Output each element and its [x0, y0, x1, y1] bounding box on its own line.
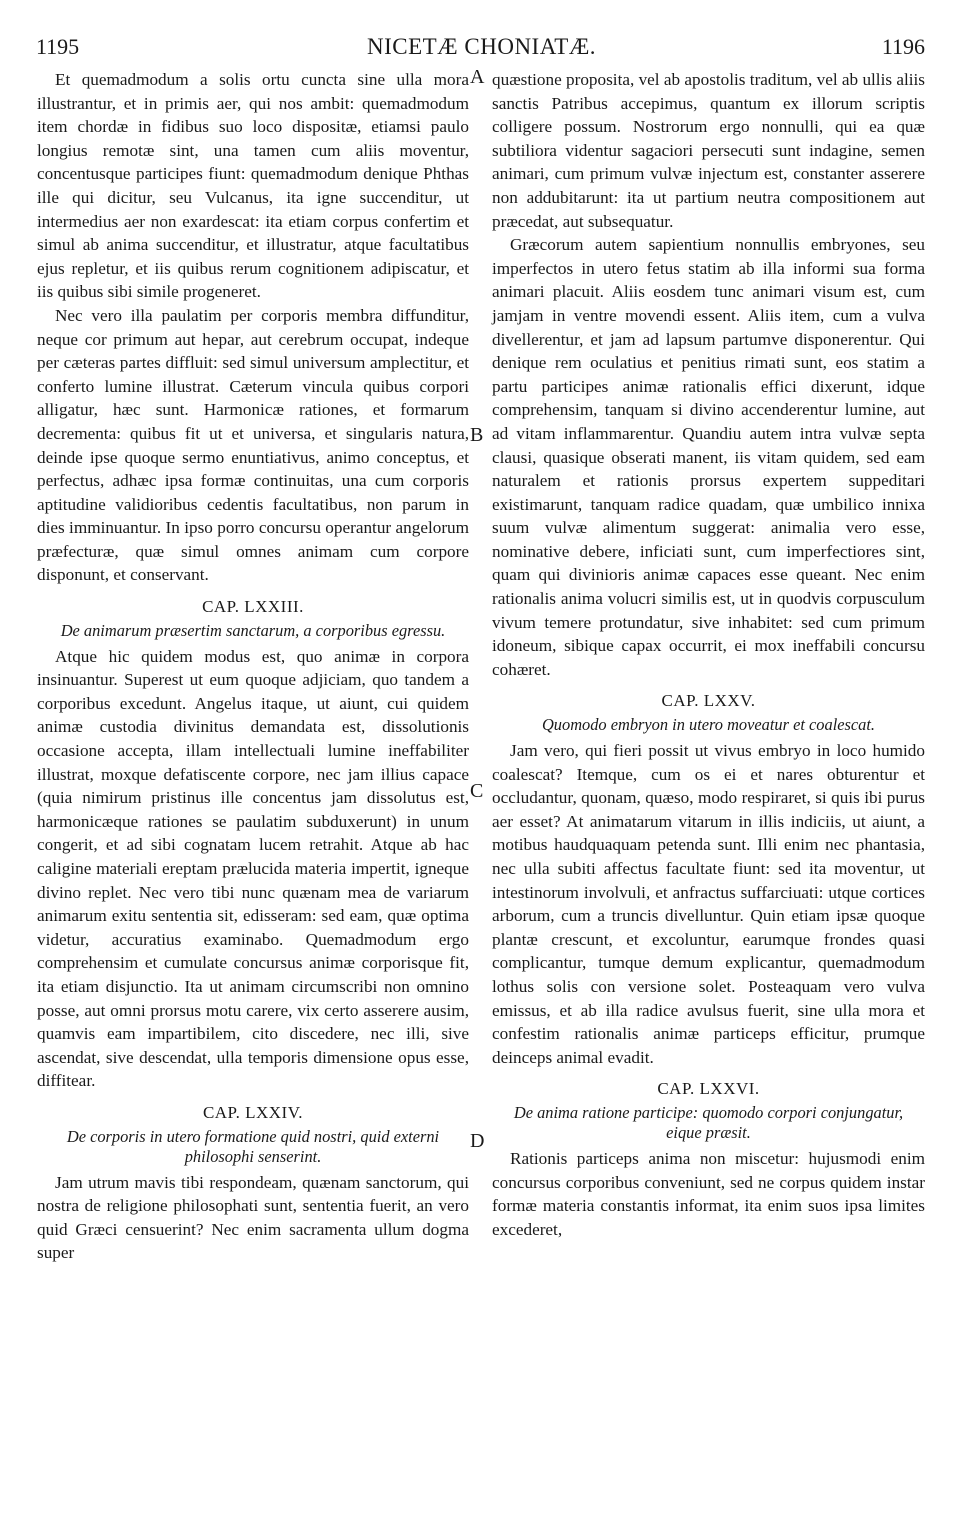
margin-marker-d: D — [470, 1130, 485, 1152]
right-column — [492, 68, 925, 1241]
paragraph: Et quemadmodum a solis ortu cuncta sine ulla mora illustrantur, et in primis aer, qui nos ambit: quemadmodum item chordæ in fidibus suo loco dispositæ, etiamsi paulo longius remotæ sint, una tamen cum aliis moventur, concentusque participes fiunt: quemadmodum denique Phthas ille qui dicitur, seu Vulcanus, ita igne succenditur, ut intermedius aer non exardescat: ita etiam corpus confertim et simul ab anima succenditur, et illustratur, atque facultatibus ejus repletur, et iis quibus rerum cognitionem adipiscatur, et iis quibus sibi simile progeneret. — [37, 70, 469, 302]
page-number-left: 1195 — [36, 34, 80, 59]
chapter-subtitle: De anima ratione participe: quomodo corpori conjungatur, eique præsit. — [513, 1102, 904, 1142]
margin-marker-b: B — [470, 424, 484, 446]
paragraph: Rationis particeps anima non miscetur: hujusmodi enim concursus corporibus conveniunt, sed ne corpus quidem instar formæ materia constantis informat, ita enim suos ipsa limites excederet, — [492, 1148, 925, 1239]
paragraph: Jam vero, qui fieri possit ut vivus embryo in loco humido coalescat? Itemque, cum os ei et nares obturentur et occludantur, quonam, quæso, modo respiraret, si quis ibi purus aer esset? At animatarum vitarum in illis indiciis, ut aiunt, a motibus haudquaquam petenda sunt. Illi enim nec phantasia, nec ulla subiti affectus facultate fiunt: sed ita moventur, ut intestinorum involvuli, et anfractus suffarciuati: utque cortices arborum, cum a truncis divelluntur. Quin etiam ipsæ quoque plantæ crescunt, et excoluntur, earumque frondes quasi complicantur, tumque demum explicantur, quemadmodum lothus solis con versione solet. Posteaquam vero vulva emissus, et ab illa radice avulsus fuerit, sine ulla mora et confestim rationalis animæ particeps efficitur, prumque deinceps animal evadit. — [492, 741, 925, 1067]
chapter-heading: CAP. LXXVI. — [657, 1079, 760, 1099]
page-number-right: 1196 — [881, 34, 925, 59]
left-column — [37, 68, 469, 1265]
chapter-subtitle: De animarum præsertim sanctarum, a corporibus egressu. — [60, 620, 446, 640]
paragraph: Græcorum autem sapientium nonnullis embryones, seu imperfectos in utero fetus statim ab illa informi sua forma animari placuit. Aliis eosdem tunc animari visum est, cum jamjam in ventre movendi essent. Aliis item, cum a vulva divellerentur, et jam ad lapsum partumve disponerentur. Qui denique rem oculatius et penitius rimati sunt, eos statim a partu participes animæ rationalis effici dixerunt, idque comprehensim, tanquam si divino accenderentur lumine, aut ad vitam inflammarentur. Quandiu autem intra vulvæ septa clausi, quasique obserati manent, iis vitam quidem, sed eam naturalem et rationis prorsus expertem suppeditari existimarunt, tanquam radice quadam, quæ umbilico innixa suum vulvæ alimentum suggerat: animalia vero esse, nominative debere, inficiati sunt, cum imperfectiores sint, quam qui divinioris animæ capaces esse queant. Nec enim rationalis anima volucri similis est, ut in quodvis corpusculum vivum temere protundatur, sive inhabitet: sed cum primum idoneum, sibique capax occurrit, ei mox ineffabili concursu cohæret. — [492, 235, 925, 679]
chapter-heading: CAP. LXXV. — [661, 691, 756, 711]
paragraph: Jam utrum mavis tibi respondeam, quænam sanctorum, qui nostra de religione philosophati sunt, sententia fuerit, an vero quid Græci censuerint? Nec enim sacramenta ullum dogma super — [37, 1172, 469, 1263]
paragraph: quæstione proposita, vel ab apostolis traditum, vel ab ullis aliis sanctis Patribus accepimus, quantum ex illorum scriptis colligere possum. Nostrorum ergo nonnulli, qui ea quæ subtiliora videntur sagaciori persecuti sunt indagine, semen animari, cum primum vulvæ injectum est, constanter asserere non addubitarunt: ita ut partium neutra compositionem aut præcedat, aut subsequatur. — [492, 70, 925, 231]
margin-marker-a: A — [470, 66, 485, 88]
chapter-heading: CAP. LXXIV. — [202, 1102, 304, 1122]
margin-marker-c: C — [470, 780, 484, 802]
chapter-heading: CAP. LXXIII. — [202, 597, 304, 617]
running-title: NICETÆ CHONIATÆ. — [366, 34, 597, 59]
paragraph: Atque hic quidem modus est, quo animæ in corpora insinuantur. Superest ut eum quoque adjiciam, quo tandem a corporibus excedunt. Angelus itaque, ut aiunt, cui quidem animæ custodia divinitus demandata est, dissolutionis occasione accepta, illam intellectuali lumine ineffabiliter illustrat, moxque defatiscente corpore, nec jam illius capace (quia nimirum pristinus ille concentus jam dissolutus est, harmonicæque rationes se paulatim subduxerunt) in unum congerit, et ad sibi cognatam lucem retrahit. Atque ab hac caligine materiali ereptam prælucida materia impertit, igneque divino replet. Nec vero tibi nunc quænam mea de variarum animarum exitu sententia sit, edisseram: sed eam, quæ optima videtur, accuratius examinabo. Quemadmodum ergo comprehensim et cumulate concursus animæ corporisque fit, ita etiam disjunctio. Ita ut animam circumscribi non omnino posse, aut omni prorsus motu carere, vix certo asserere ausim, quamvis eam impartibilem, cito discedere, nec illi, sive ascendat, sive descendat, ulla temporis dimensione opus esse, diffitear. — [37, 646, 469, 1091]
chapter-subtitle: Quomodo embryon in utero moveatur et coalescat. — [541, 715, 876, 735]
chapter-subtitle: De corporis in utero formatione quid nostri, quid externi philosophi senserint. — [66, 1126, 440, 1166]
paragraph: Nec vero illa paulatim per corporis membra diffunditur, neque cor primum aut hepar, aut cerebrum occupat, indeque per cæteras partes diffluit: sed simul universum amplectitur, et conferto lumine illustrat. Cæterum vincula quibus corpori alligatur, hæc sunt. Harmonicæ rationes, et formarum decrementa: quibus fit ut et universa, et singularis natura, deinde ipse quoque sermo enuntiativus, animo conceptus, et perfectus, adhæc ipsa formæ continuitas, una cum corporis aptitudine validioribus cedentis facultatibus, non parum in dies imminuantur. In ipso porro concursu operantur angelorum præfecturæ, quæ simul omnes animam cum corpore disponunt, et conservant. — [37, 305, 469, 585]
